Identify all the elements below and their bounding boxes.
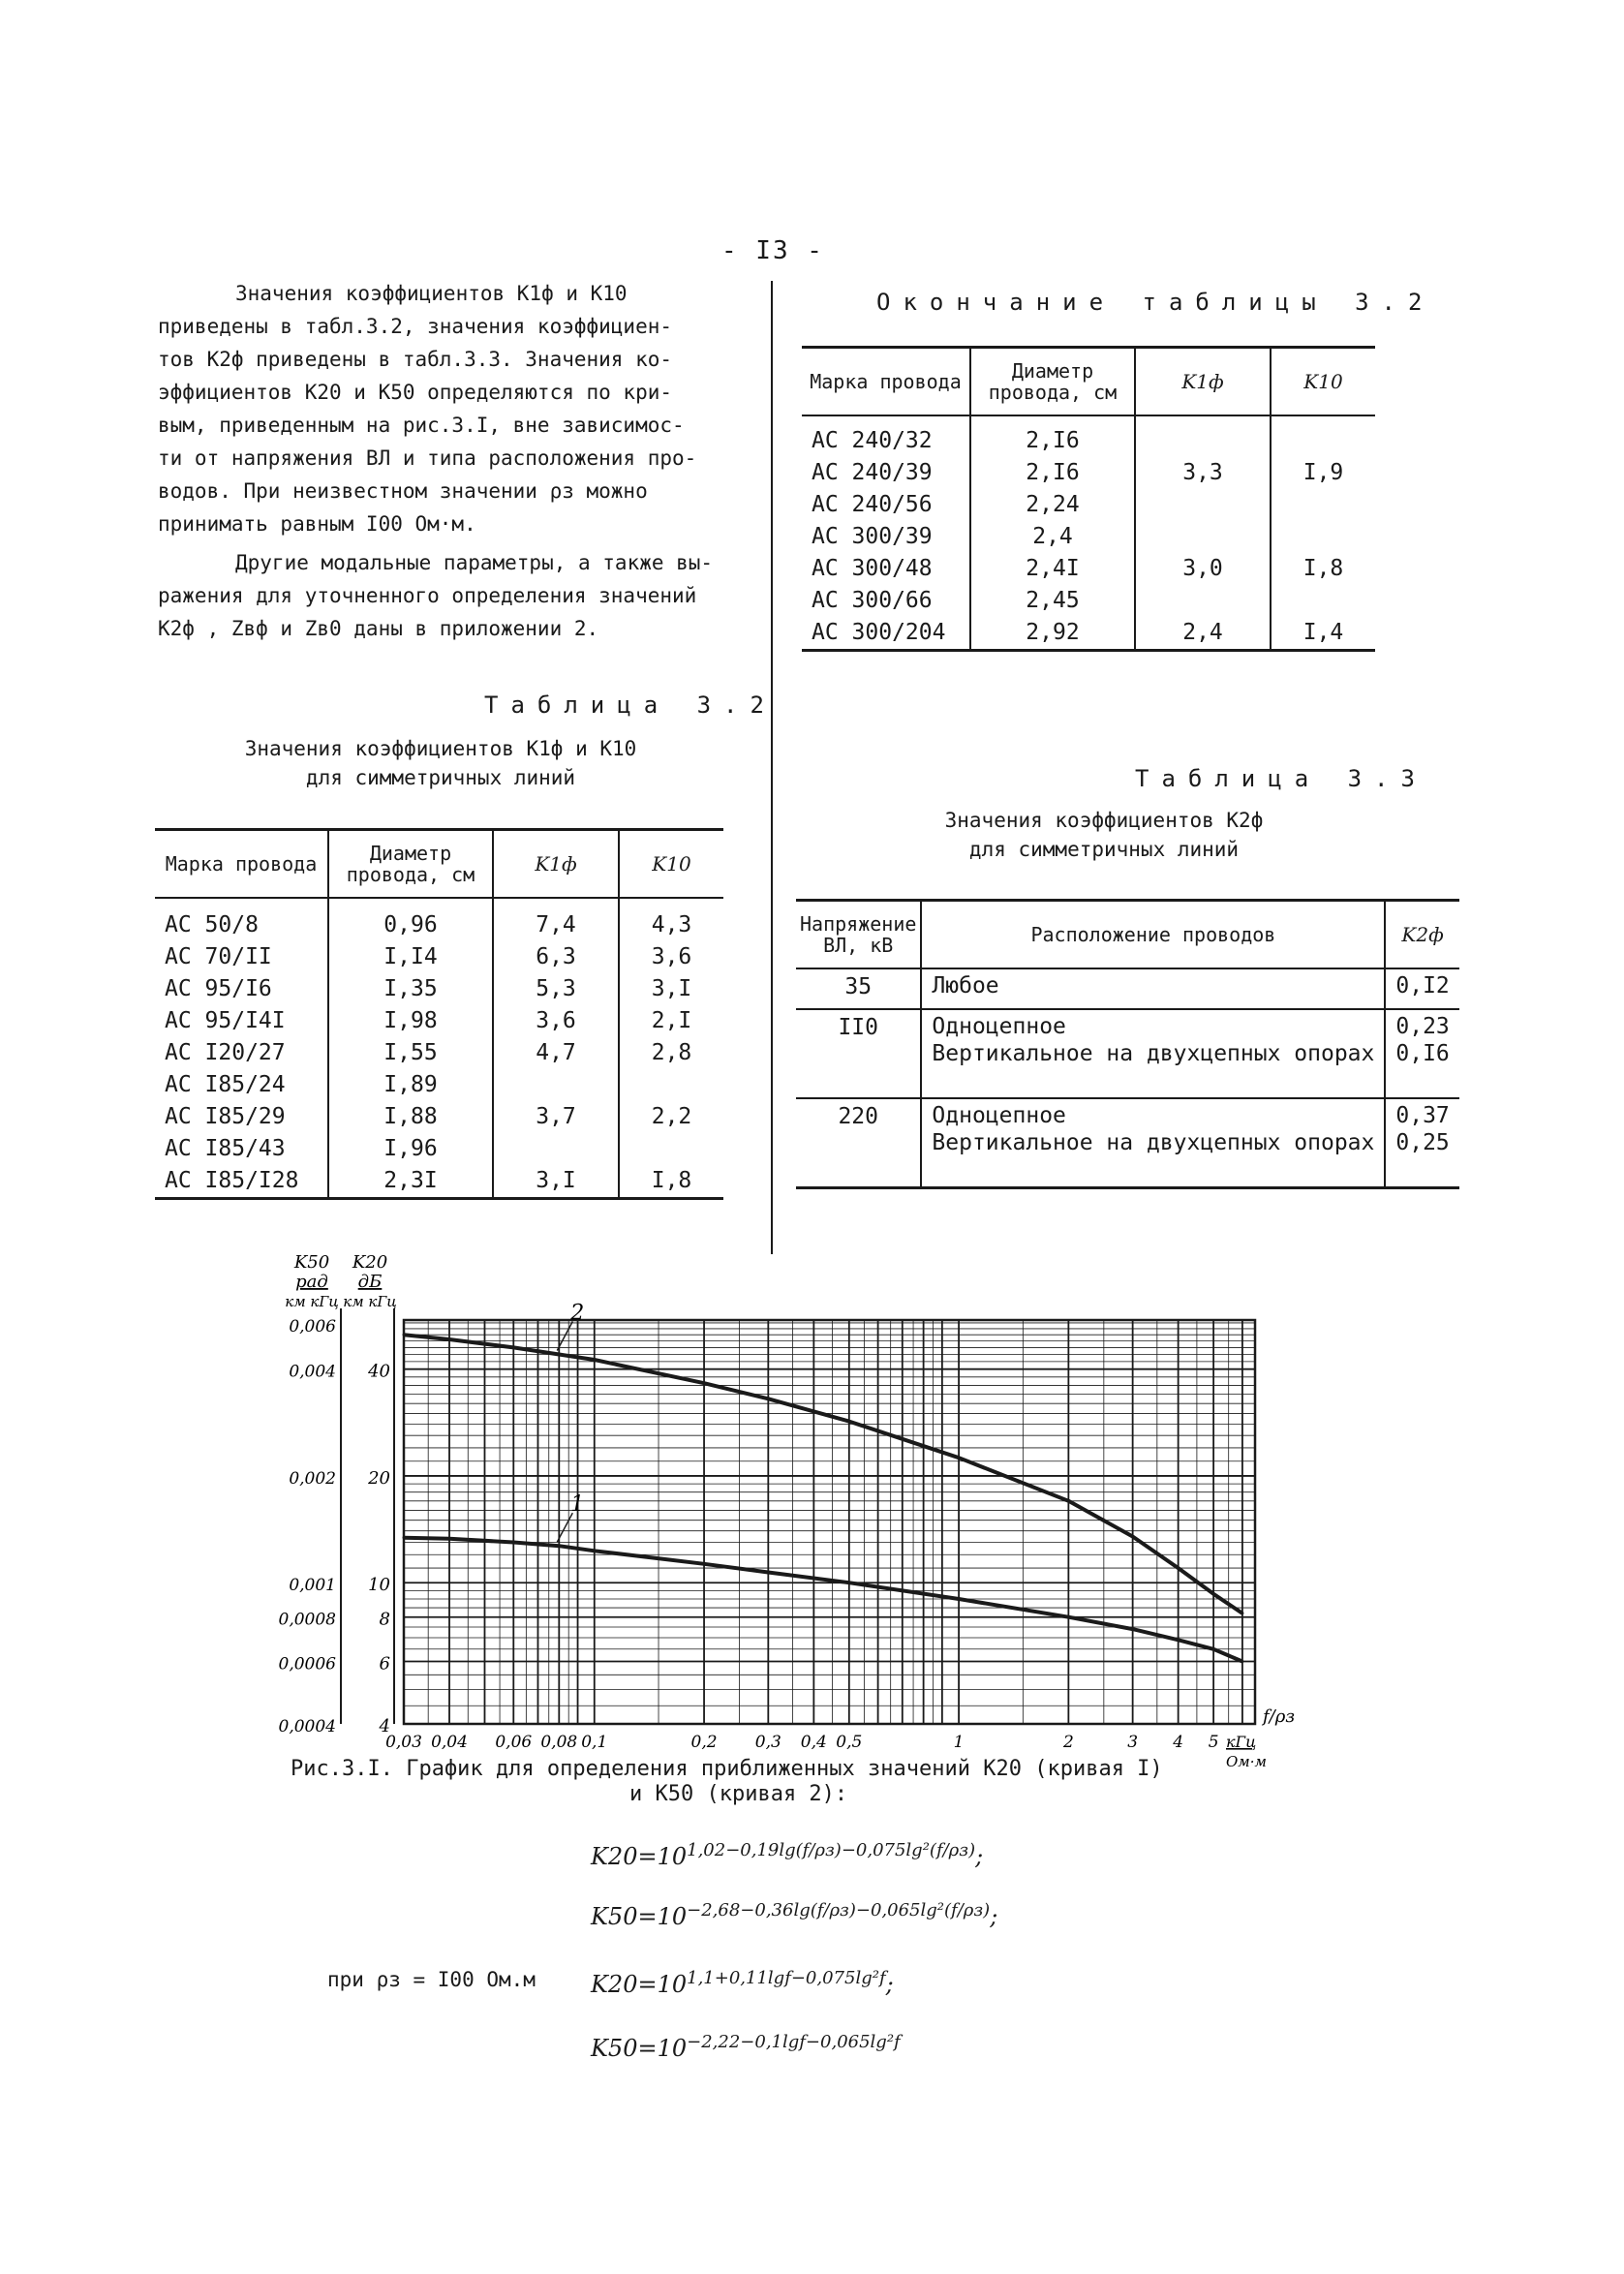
k2f-value: 0,I6 bbox=[1395, 1041, 1450, 1066]
table-cell: I,98 bbox=[328, 1005, 493, 1037]
col-header: Диаметр провода, см bbox=[970, 348, 1135, 416]
curve-1-point bbox=[1131, 1628, 1134, 1631]
k50-axis-title: K50 bbox=[293, 1252, 330, 1273]
y-tick-label-k20: 4 bbox=[379, 1716, 390, 1736]
table-cell: 2,3I bbox=[328, 1165, 493, 1199]
table-cell: АС 300/204 bbox=[802, 617, 970, 651]
text-line: тов K2ф приведены в табл.3.3. Значения ко- bbox=[158, 348, 673, 371]
table-cell bbox=[1271, 521, 1375, 553]
x-axis-title: f/ρз bbox=[1263, 1706, 1296, 1727]
curve-1-point bbox=[448, 1537, 451, 1540]
formula-lhs: K50=10 bbox=[591, 2035, 688, 2062]
curve-2-point bbox=[1177, 1567, 1180, 1570]
col-header: Расположение проводов bbox=[921, 901, 1385, 969]
curve-1-point bbox=[1212, 1647, 1215, 1650]
col-header: Напряжение ВЛ, кВ bbox=[796, 901, 921, 969]
curve-1-point bbox=[593, 1550, 596, 1552]
table-row bbox=[155, 898, 723, 941]
table-row bbox=[802, 457, 1375, 489]
x-tick-label: 0,06 bbox=[495, 1733, 533, 1752]
formula-exponent: −2,68−0,36lg(f/ρз)−0,065lg²(f/ρз) bbox=[687, 1900, 991, 1921]
table-cell: АС 95/I6 bbox=[165, 976, 272, 1001]
column-separator bbox=[771, 281, 773, 1254]
text-line: приведены в табл.3.2, значения коэффициен- bbox=[158, 315, 673, 338]
formula-k50-simplified bbox=[591, 2032, 901, 2062]
table-cell: I,89 bbox=[328, 1069, 493, 1101]
table-cell: АС 300/66 bbox=[812, 588, 933, 613]
table-cell bbox=[1135, 521, 1271, 553]
table-cell: 6,3 bbox=[493, 941, 619, 973]
table-cell: 3,6 bbox=[619, 941, 723, 973]
text-line: Значения коэффициентов K1ф и K10 bbox=[235, 282, 628, 305]
formula-exponent: −2,22−0,1lgf−0,065lg²f bbox=[687, 2032, 901, 2052]
x-tick-label: 1 bbox=[953, 1733, 965, 1752]
k2f-value: 0,37 bbox=[1395, 1103, 1450, 1128]
table-cell: АС 300/48 bbox=[812, 556, 933, 581]
table-cell: АС I85/29 bbox=[165, 1104, 286, 1129]
table-row bbox=[796, 1009, 1459, 1098]
table-cell: I,I4 bbox=[328, 941, 493, 973]
table-cell: АС I85/I28 bbox=[155, 1165, 328, 1199]
table-32-end bbox=[802, 346, 1375, 652]
table-32-title bbox=[160, 734, 721, 792]
y-tick-label-k20: 40 bbox=[368, 1361, 390, 1382]
table-33 bbox=[796, 899, 1459, 1189]
table-cell: АС 300/39 bbox=[812, 524, 933, 549]
table-cell: 220 bbox=[796, 1098, 921, 1188]
table-row bbox=[155, 1165, 723, 1199]
text-line: водов. При неизвестном значении ρз можно bbox=[158, 479, 648, 503]
k2f-value: 0,I2 bbox=[1395, 973, 1450, 999]
arrangement-text: Любое bbox=[932, 973, 999, 999]
table-cell: АС 95/I4I bbox=[165, 1008, 286, 1033]
table-row bbox=[802, 489, 1375, 521]
table-row bbox=[802, 617, 1375, 651]
table-cell bbox=[619, 1069, 723, 1101]
arrangement-text: Вертикальное на двухцепных опорах bbox=[932, 1130, 1375, 1155]
x-tick-label: 0,08 bbox=[540, 1733, 578, 1752]
table-cell: 2,I6 bbox=[970, 457, 1135, 489]
text-line: принимать равным I00 Ом·м. bbox=[158, 512, 476, 536]
x-tick-label: 0,1 bbox=[581, 1733, 608, 1752]
table-cell: 2,45 bbox=[970, 585, 1135, 617]
y-tick-label-k20: 10 bbox=[368, 1575, 390, 1596]
curve-2-point bbox=[958, 1457, 961, 1460]
x-tick-label: 0,4 bbox=[800, 1733, 827, 1752]
k2f-value: 0,25 bbox=[1395, 1130, 1450, 1155]
y-tick-label-k20: 6 bbox=[379, 1653, 390, 1675]
curve-1-point bbox=[403, 1536, 406, 1539]
curve-1-point bbox=[558, 1545, 561, 1548]
x-tick-label: 0,3 bbox=[754, 1733, 781, 1752]
plot-frame bbox=[404, 1320, 1255, 1724]
table-title-line: Значения коэффициентов K2ф bbox=[944, 809, 1264, 832]
table-cell: II0 bbox=[796, 1009, 921, 1098]
x-tick-label: 5 bbox=[1208, 1733, 1219, 1752]
table-cell: 3,6 bbox=[493, 1005, 619, 1037]
y-tick-label-k50: 0,0006 bbox=[278, 1654, 336, 1675]
curve-2-point bbox=[703, 1382, 706, 1385]
table-cell bbox=[619, 1133, 723, 1165]
table-row bbox=[155, 1133, 723, 1165]
text-line: ти от напряжения ВЛ и типа расположения про- bbox=[158, 446, 697, 470]
table-title-line: для симметричных линий bbox=[968, 838, 1240, 861]
page-number: - I3 - bbox=[721, 236, 824, 265]
arrangement-text: Одноцепное bbox=[932, 1014, 1066, 1039]
table-row bbox=[802, 553, 1375, 585]
table-cell: I,55 bbox=[328, 1037, 493, 1069]
table-cell: 2,2 bbox=[619, 1101, 723, 1133]
table-cell bbox=[1271, 489, 1375, 521]
text-line: вым, приведенным на рис.3.I, вне зависимос- bbox=[158, 414, 685, 437]
table-row bbox=[155, 1005, 723, 1037]
table-cell: АС 240/39 bbox=[812, 460, 933, 485]
k20-k50-chart bbox=[0, 1249, 1624, 1830]
curve-2-point bbox=[403, 1334, 406, 1337]
table-cell: 5,3 bbox=[493, 973, 619, 1005]
formula-lhs: K20=10 bbox=[591, 1843, 688, 1870]
x-tick-label: 0,04 bbox=[431, 1733, 468, 1752]
table-cell: 3,3 bbox=[1135, 457, 1271, 489]
table-cell: I,8 bbox=[1271, 553, 1375, 585]
curve-1-point bbox=[1241, 1660, 1243, 1663]
curve-1-point bbox=[847, 1582, 850, 1584]
formula-exponent: 1,1+0,11lgf−0,075lg²f bbox=[687, 1968, 886, 1988]
y-tick-label-k20: 20 bbox=[368, 1467, 390, 1489]
table-cell: 4,7 bbox=[493, 1037, 619, 1069]
k2f-cell bbox=[1385, 1098, 1458, 1188]
curve-2 bbox=[404, 1335, 1242, 1613]
table-cell: 2,I6 bbox=[970, 415, 1135, 457]
curve-label-1: 1 bbox=[570, 1492, 585, 1518]
formula-sep: ; bbox=[885, 1971, 894, 1998]
text-line: эффициентов K20 и K50 определяются по кри- bbox=[158, 381, 673, 404]
formula-k20-simplified bbox=[591, 1968, 894, 1998]
table-cell: АС I20/27 bbox=[165, 1040, 286, 1065]
x-tick-label: 3 bbox=[1127, 1733, 1139, 1752]
col-header: K10 bbox=[1271, 348, 1375, 416]
y-top-label-k50: 0,006 bbox=[289, 1317, 336, 1337]
table-cell: 2,4I bbox=[970, 553, 1135, 585]
curve-1-point bbox=[703, 1562, 706, 1565]
table-cell: 4,3 bbox=[619, 898, 723, 941]
y-tick-label-k50: 0,0004 bbox=[278, 1717, 336, 1736]
table-title-line: Значения коэффициентов K1ф и K10 bbox=[244, 737, 637, 760]
x-unit-denominator: Ом·м bbox=[1226, 1753, 1267, 1770]
table-cell bbox=[493, 1069, 619, 1101]
figure-caption bbox=[291, 1757, 1259, 1807]
x-tick-label: 4 bbox=[1173, 1733, 1184, 1752]
table-row bbox=[796, 968, 1459, 1009]
table-cell: 35 bbox=[796, 968, 921, 1009]
table-cell: I,88 bbox=[328, 1101, 493, 1133]
x-tick-label: 2 bbox=[1062, 1733, 1074, 1752]
curve-1 bbox=[404, 1538, 1242, 1662]
table-title-line: для симметричных линий bbox=[305, 766, 576, 789]
curve-1-point bbox=[512, 1541, 515, 1544]
x-tick-label: 0,5 bbox=[836, 1733, 863, 1752]
table-cell: 2,92 bbox=[970, 617, 1135, 651]
table-row bbox=[802, 521, 1375, 553]
arrangement-cell bbox=[921, 968, 1385, 1009]
curve-2-point bbox=[512, 1346, 515, 1349]
y-tick-label-k50: 0,002 bbox=[289, 1468, 336, 1489]
table-cell: 3,0 bbox=[1135, 553, 1271, 585]
formula-exponent: 1,02−0,19lg(f/ρз)−0,075lg²(f/ρз) bbox=[687, 1840, 976, 1860]
table-row bbox=[155, 1069, 723, 1101]
arrangement-text: Вертикальное на двухцепных опорах bbox=[932, 1041, 1375, 1066]
curve-2-point bbox=[1131, 1535, 1134, 1538]
curve-2-point bbox=[593, 1359, 596, 1362]
col-header: Марка провода bbox=[802, 348, 970, 416]
table-32-end-caption: Окончание таблицы 3.2 bbox=[876, 289, 1435, 316]
table-cell: I,9 bbox=[1271, 457, 1375, 489]
curve-label-2: 2 bbox=[570, 1301, 585, 1326]
k20-axis-title: K20 bbox=[352, 1252, 388, 1273]
table-row bbox=[802, 415, 1375, 457]
text-line: K2ф , Zвф и Zв0 даны в приложении 2. bbox=[158, 617, 599, 640]
x-tick-label: 0,2 bbox=[690, 1733, 718, 1752]
table-cell: I,35 bbox=[328, 973, 493, 1005]
caption-line: Рис.3.I. График для определения приближенных значений K20 (кривая I) bbox=[291, 1757, 1163, 1781]
arrangement-cell bbox=[921, 1009, 1385, 1098]
formula-k50 bbox=[591, 1900, 997, 1930]
intro-paragraph bbox=[158, 277, 739, 540]
table-cell: I,4 bbox=[1271, 617, 1375, 651]
curve-2-point bbox=[847, 1420, 850, 1423]
y-tick-label-k50: 0,0008 bbox=[278, 1610, 336, 1630]
table-32 bbox=[155, 828, 723, 1200]
curve-1-point bbox=[767, 1571, 770, 1574]
col-header: K2ф bbox=[1385, 901, 1458, 969]
formula-k20 bbox=[591, 1840, 983, 1870]
formula-lhs: K20=10 bbox=[591, 1971, 688, 1998]
table-row bbox=[155, 1101, 723, 1133]
table-33-caption: Таблица 3.3 bbox=[1135, 765, 1427, 792]
curve-1-point bbox=[1067, 1615, 1070, 1618]
table-cell: АС 240/32 bbox=[812, 428, 933, 453]
k50-axis-title: рад bbox=[295, 1272, 328, 1292]
col-header: Марка провода bbox=[155, 830, 328, 899]
col-header: K1ф bbox=[493, 830, 619, 899]
curve-2-point bbox=[448, 1338, 451, 1341]
table-cell: 3,7 bbox=[493, 1101, 619, 1133]
table-32-caption: Таблица 3.2 bbox=[484, 691, 777, 719]
table-cell: 2,8 bbox=[619, 1037, 723, 1069]
second-paragraph bbox=[158, 546, 739, 645]
table-cell bbox=[493, 1133, 619, 1165]
table-row bbox=[802, 585, 1375, 617]
table-33-title bbox=[852, 806, 1356, 864]
curve-2-point bbox=[558, 1353, 561, 1356]
table-cell: 2,4 bbox=[1135, 617, 1271, 651]
table-cell bbox=[1135, 585, 1271, 617]
k2f-value: 0,23 bbox=[1395, 1014, 1450, 1039]
y-tick-label-k50: 0,001 bbox=[289, 1576, 336, 1596]
table-cell bbox=[1271, 415, 1375, 457]
table-row bbox=[155, 973, 723, 1005]
table-cell: 3,I bbox=[619, 973, 723, 1005]
table-cell: АС I85/24 bbox=[165, 1072, 286, 1097]
caption-line: и K50 (кривая 2): bbox=[629, 1782, 848, 1806]
table-cell: I,96 bbox=[328, 1133, 493, 1165]
table-cell: АС 50/8 bbox=[165, 912, 259, 937]
formula-condition: при ρз = I00 Ом.м bbox=[327, 1968, 536, 1991]
arrangement-cell bbox=[921, 1098, 1385, 1188]
col-header: K10 bbox=[619, 830, 723, 899]
text-line: Другие модальные параметры, а также вы- bbox=[235, 551, 714, 574]
table-cell: 0,96 bbox=[328, 898, 493, 941]
curve-1-point bbox=[958, 1597, 961, 1600]
x-tick-label: 0,03 bbox=[385, 1733, 422, 1752]
table-cell: 2,24 bbox=[970, 489, 1135, 521]
table-cell bbox=[1135, 415, 1271, 457]
table-cell: I,8 bbox=[619, 1165, 723, 1199]
formula-sep: ; bbox=[975, 1843, 984, 1870]
formula-lhs: K50=10 bbox=[591, 1903, 688, 1930]
curve-2-point bbox=[1241, 1612, 1243, 1614]
table-cell: 7,4 bbox=[493, 898, 619, 941]
table-cell: 3,I bbox=[493, 1165, 619, 1199]
arrangement-text: Одноцепное bbox=[932, 1103, 1066, 1128]
k2f-cell bbox=[1385, 1009, 1458, 1098]
y-tick-label-k50: 0,004 bbox=[289, 1362, 336, 1382]
formula-sep: ; bbox=[990, 1903, 998, 1930]
table-cell: 2,4 bbox=[970, 521, 1135, 553]
col-header: K1ф bbox=[1135, 348, 1271, 416]
table-cell bbox=[1271, 585, 1375, 617]
table-cell: АС 70/II bbox=[165, 944, 272, 969]
table-cell: АС 240/56 bbox=[812, 492, 933, 517]
k20-axis-title: дБ bbox=[357, 1272, 383, 1292]
curve-2-point bbox=[1067, 1499, 1070, 1502]
table-cell: АС I85/43 bbox=[165, 1136, 286, 1161]
curve-2-point bbox=[1212, 1592, 1215, 1595]
k20-axis-title: км кГц bbox=[343, 1293, 397, 1310]
x-unit-numerator: кГц bbox=[1226, 1733, 1257, 1751]
k2f-cell bbox=[1385, 968, 1458, 1009]
table-row bbox=[155, 941, 723, 973]
y-tick-label-k20: 8 bbox=[379, 1609, 390, 1630]
text-line: ражения для уточненного определения значений bbox=[158, 584, 697, 607]
curve-2-point bbox=[767, 1398, 770, 1400]
table-cell bbox=[1135, 489, 1271, 521]
table-cell: 2,I bbox=[619, 1005, 723, 1037]
k50-axis-title: км кГц bbox=[285, 1293, 339, 1310]
table-row bbox=[155, 1037, 723, 1069]
curve-1-point bbox=[1177, 1639, 1180, 1642]
col-header: Диаметр провода, см bbox=[328, 830, 493, 899]
table-row bbox=[796, 1098, 1459, 1188]
